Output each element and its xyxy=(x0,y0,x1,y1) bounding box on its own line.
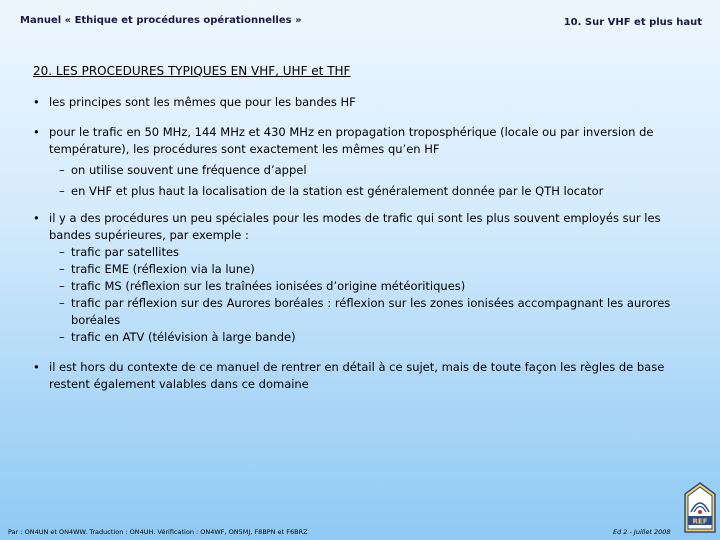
bullet-text: pour le trafic en 50 MHz, 144 MHz et 430 MHz en propagation troposphérique (locale ou par inversion de température), les procédures sont exactement les mêmes qu’en HF xyxy=(49,125,654,156)
dash-icon: – xyxy=(59,296,65,310)
footer-edition: Ed 2 - Juillet 2008 xyxy=(613,528,671,536)
dash-icon: – xyxy=(59,163,65,177)
footer-credits: Par : ON4UN et ON4WW. Traduction : ON4UH. Vérification : ON4WF, ON5MJ, F8BPN et F6BRZ xyxy=(8,528,308,536)
sub-item xyxy=(59,183,673,200)
sub-item xyxy=(59,295,673,329)
sub-text: trafic en ATV (télévision à large bande) xyxy=(71,330,296,344)
header-manual-title: Manuel « Ethique et procédures opérationnelles » xyxy=(20,15,302,26)
sub-item xyxy=(59,261,673,278)
bullet-icon: • xyxy=(33,95,40,109)
header-chapter: 10. Sur VHF et plus haut xyxy=(563,17,702,28)
content xyxy=(33,94,673,393)
sub-text: trafic MS (réflexion sur les traînées ionisées d’origine météoritiques) xyxy=(71,279,466,293)
dash-icon: – xyxy=(59,184,65,198)
bullet-icon: • xyxy=(33,211,40,225)
dash-icon: – xyxy=(59,245,65,259)
dash-icon: – xyxy=(59,262,65,276)
page-title: 20. LES PROCEDURES TYPIQUES EN VHF, UHF et THF xyxy=(33,64,351,78)
sub-text: on utilise souvent une fréquence d’appel xyxy=(71,163,307,177)
bullet-item xyxy=(33,124,673,158)
sub-item xyxy=(59,278,673,295)
sub-text: trafic par satellites xyxy=(71,245,180,259)
logo-text: REF xyxy=(692,517,708,526)
sub-item xyxy=(59,329,673,346)
dash-icon: – xyxy=(59,279,65,293)
bullet-item xyxy=(33,210,673,244)
bullet-text: il y a des procédures un peu spéciales pour les modes de trafic qui sont les plus souvent employés sur les bandes supérieures, par exemple : xyxy=(49,211,661,242)
bullet-icon: • xyxy=(33,125,40,139)
sub-text: trafic par réflexion sur des Aurores boréales : réflexion sur les zones ionisées accompagnant les aurores boréales xyxy=(71,296,671,327)
bullet-text: les principes sont les mêmes que pour les bandes HF xyxy=(49,95,356,109)
sub-text: trafic EME (réflexion via la lune) xyxy=(71,262,255,276)
sub-item xyxy=(59,162,673,179)
bullet-text: il est hors du contexte de ce manuel de rentrer en détail à ce sujet, mais de toute façon les règles de base restent également valables dans ce domaine xyxy=(49,360,665,391)
bullet-icon: • xyxy=(33,360,40,374)
sub-list xyxy=(59,244,673,346)
sub-item xyxy=(59,244,673,261)
dash-icon: – xyxy=(59,330,65,344)
bullet-item xyxy=(33,359,673,393)
ref-logo-icon xyxy=(683,482,717,534)
bullet-item xyxy=(33,94,673,111)
sub-text: en VHF et plus haut la localisation de la station est généralement donnée par le QTH locator xyxy=(71,184,604,198)
